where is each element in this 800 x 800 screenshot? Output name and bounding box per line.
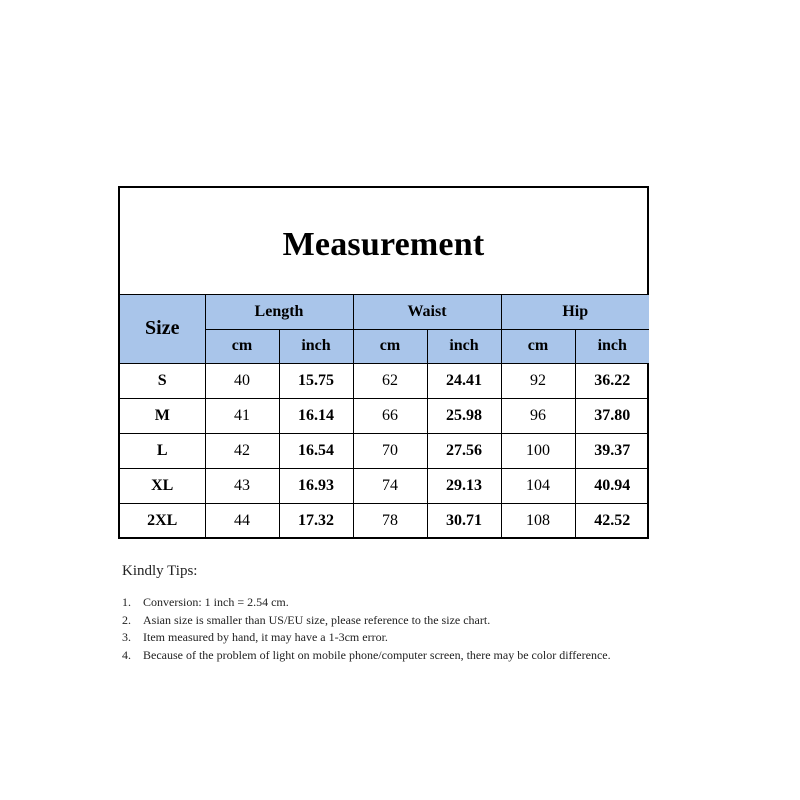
unit-header: inch bbox=[279, 329, 353, 363]
tip-text: Conversion: 1 inch = 2.54 cm. bbox=[143, 595, 289, 609]
table-cell: 25.98 bbox=[427, 398, 501, 433]
tip-number: 4. bbox=[122, 647, 131, 662]
unit-header: cm bbox=[501, 329, 575, 363]
kindly-tips bbox=[122, 563, 662, 664]
table-cell: 16.54 bbox=[279, 433, 353, 468]
unit-header: cm bbox=[205, 329, 279, 363]
unit-header: inch bbox=[575, 329, 649, 363]
title-box bbox=[120, 188, 647, 295]
unit-header: cm bbox=[353, 329, 427, 363]
table-cell: 66 bbox=[353, 398, 427, 433]
tip-text: Asian size is smaller than US/EU size, please reference to the size chart. bbox=[143, 612, 491, 627]
group-header-length: Length bbox=[205, 295, 353, 329]
table-cell: 17.32 bbox=[279, 503, 353, 538]
table-cell: 16.14 bbox=[279, 398, 353, 433]
tip-number: 2. bbox=[122, 612, 131, 627]
list-item bbox=[122, 647, 662, 665]
table-cell: 36.22 bbox=[575, 363, 649, 398]
table-cell: 92 bbox=[501, 363, 575, 398]
table-row bbox=[120, 503, 649, 538]
table-cell: 42.52 bbox=[575, 503, 649, 538]
table-cell: 27.56 bbox=[427, 433, 501, 468]
tip-text: Item measured by hand, it may have a 1-3cm error. bbox=[143, 630, 388, 644]
table-cell: 62 bbox=[353, 363, 427, 398]
table-row bbox=[120, 363, 649, 398]
table-cell: 108 bbox=[501, 503, 575, 538]
table-cell: 15.75 bbox=[279, 363, 353, 398]
group-header-hip: Hip bbox=[501, 295, 649, 329]
table-cell: 100 bbox=[501, 433, 575, 468]
table-cell: 74 bbox=[353, 468, 427, 503]
list-item bbox=[122, 594, 662, 612]
table-cell: 78 bbox=[353, 503, 427, 538]
table-cell: 43 bbox=[205, 468, 279, 503]
size-label: XL bbox=[120, 468, 205, 503]
tip-text: Because of the problem of light on mobile phone/computer screen, there may be color difference. bbox=[143, 647, 611, 662]
table-cell: 42 bbox=[205, 433, 279, 468]
table-cell: 96 bbox=[501, 398, 575, 433]
tips-heading: Kindly Tips: bbox=[122, 563, 198, 579]
size-label: S bbox=[120, 363, 205, 398]
list-item bbox=[122, 612, 662, 630]
table-cell: 29.13 bbox=[427, 468, 501, 503]
table-row bbox=[120, 468, 649, 503]
table-cell: 24.41 bbox=[427, 363, 501, 398]
size-label: L bbox=[120, 433, 205, 468]
table-cell: 16.93 bbox=[279, 468, 353, 503]
table-row bbox=[120, 398, 649, 433]
table-row bbox=[120, 433, 649, 468]
size-label: 2XL bbox=[120, 503, 205, 538]
table-cell: 41 bbox=[205, 398, 279, 433]
table-cell: 30.71 bbox=[427, 503, 501, 538]
size-table bbox=[120, 295, 649, 538]
table-cell: 40.94 bbox=[575, 468, 649, 503]
group-header-waist: Waist bbox=[353, 295, 501, 329]
table-cell: 104 bbox=[501, 468, 575, 503]
size-label: M bbox=[120, 398, 205, 433]
table-cell: 70 bbox=[353, 433, 427, 468]
size-chart bbox=[118, 186, 649, 539]
table-cell: 39.37 bbox=[575, 433, 649, 468]
tip-number: 3. bbox=[122, 630, 131, 644]
tips-list bbox=[122, 594, 662, 664]
table-cell: 44 bbox=[205, 503, 279, 538]
table-cell: 37.80 bbox=[575, 398, 649, 433]
tip-number: 1. bbox=[122, 595, 131, 609]
chart-title: Measurement bbox=[282, 226, 485, 263]
table-cell: 40 bbox=[205, 363, 279, 398]
size-column-header: Size bbox=[120, 295, 205, 363]
unit-header: inch bbox=[427, 329, 501, 363]
list-item bbox=[122, 629, 662, 647]
